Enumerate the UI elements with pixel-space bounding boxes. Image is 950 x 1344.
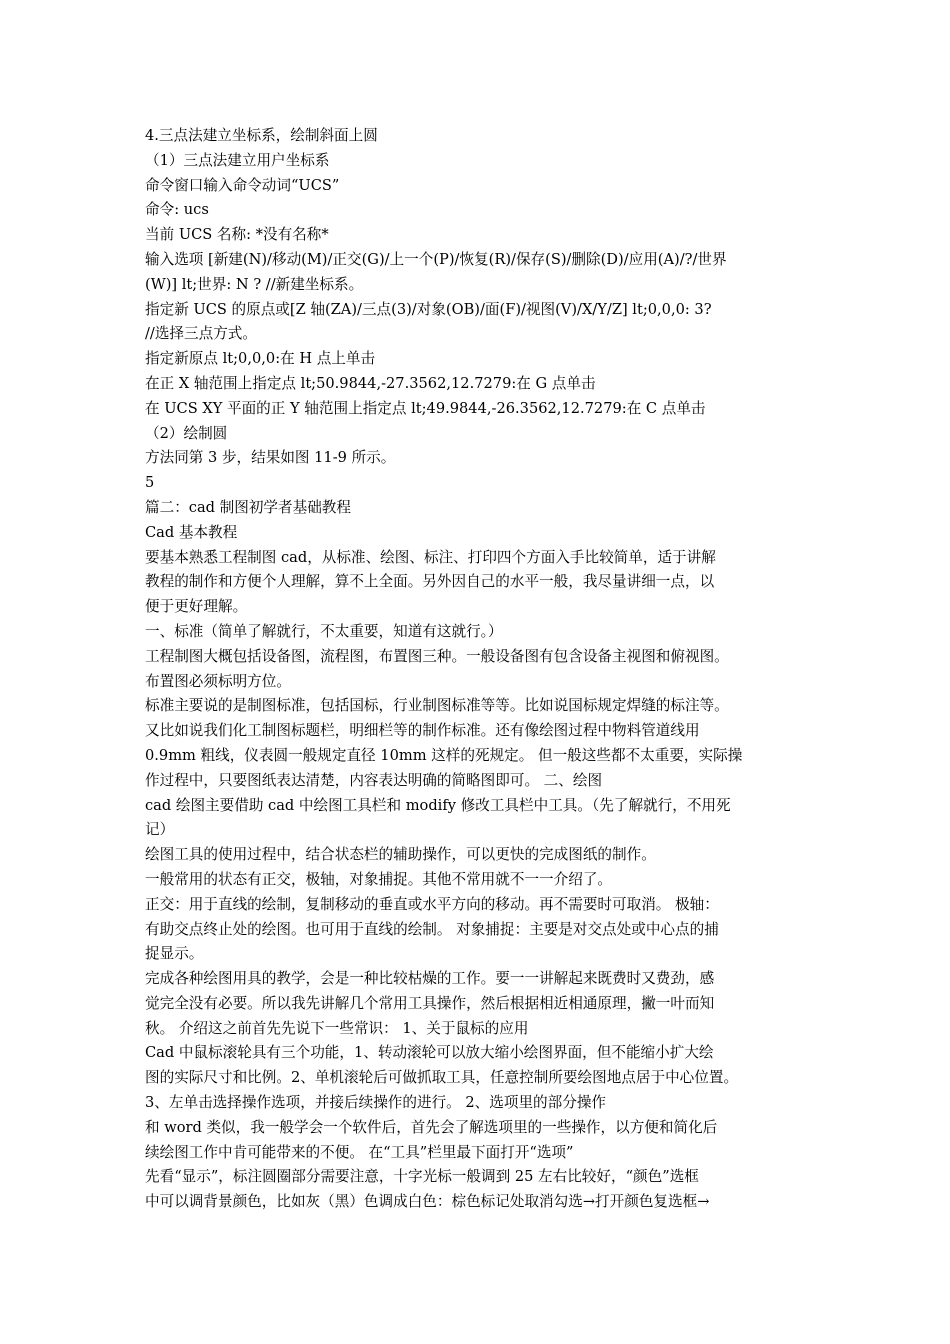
text-line: 方法同第 3 步，结果如图 11-9 所示。	[145, 449, 396, 467]
text-line: 秋。 介绍这之前首先先说下一些常识： 1、关于鼠标的应用	[145, 1019, 529, 1037]
text-line: cad 绘图主要借助 cad 中绘图工具栏和 modify 修改工具栏中工具。（先了解就行，不用死	[145, 796, 731, 814]
text-line: 命令窗口输入命令动词“UCS”	[145, 176, 340, 194]
text-line: 作过程中，只要图纸表达清楚，内容表达明确的简略图即可。 二、绘图	[145, 771, 603, 789]
text-line: 捉显示。	[145, 945, 204, 963]
text-line: 在正 X 轴范围上指定点 lt;50.9844,-27.3562,12.7279:在 G 点单击	[145, 374, 596, 392]
text-line: 正交：用于直线的绘制，复制移动的垂直或水平方向的移动。再不需要时可取消。 极轴：	[145, 895, 719, 913]
text-line: 在 UCS XY 平面的正 Y 轴范围上指定点 lt;49.9844,-26.3562,12.7279:在 C 点单击	[145, 399, 706, 417]
document-title: Cad 基本教程	[145, 523, 238, 541]
text-line: 标准主要说的是制图标准，包括国标，行业制图标准等等。比如说国标规定焊缝的标注等。	[145, 697, 729, 715]
text-line: 先看“显示”，标注圆圈部分需要注意，十字光标一般调到 25 左右比较好，“颜色”选框	[145, 1168, 699, 1186]
text-line: 便于更好理解。	[145, 598, 248, 616]
section-heading: 篇二：cad 制图初学者基础教程	[145, 498, 351, 516]
text-line: 中可以调背景颜色，比如灰（黑）色调成白色：棕色标记处取消勾选→打开颜色复选框→	[145, 1193, 710, 1211]
text-line: 绘图工具的使用过程中，结合状态栏的辅助操作，可以更快的完成图纸的制作。	[145, 846, 656, 864]
document-page	[145, 124, 817, 1215]
text-line: 又比如说我们化工制图标题栏，明细栏等的制作标准。还有像绘图过程中物料管道线用	[145, 722, 700, 740]
text-line: 工程制图大概包括设备图，流程图，布置图三种。一般设备图有包含设备主视图和俯视图。	[145, 647, 729, 665]
text-line: 和 word 类似，我一般学会一个软件后，首先会了解选项里的一些操作，以方便和简化后	[145, 1118, 718, 1136]
text-line: (W)] lt;世界: N ? //新建坐标系。	[145, 275, 364, 293]
text-line: 输入选项 [新建(N)/移动(M)/正交(G)/上一个(P)/恢复(R)/保存(S)/删除(D)/应用(A)/?/世界	[145, 250, 727, 268]
text-line: 3、左单击选择操作选项，并接后续操作的进行。 2、选项里的部分操作	[145, 1094, 607, 1112]
page-number: 5	[145, 474, 155, 492]
text-line: 有助交点终止处的绘图。也可用于直线的绘制。 对象捕捉：主要是对交点处或中心点的捕	[145, 920, 719, 938]
text-line: 命令: ucs	[145, 201, 209, 219]
text-line: 0.9mm 粗线，仪表圆一般规定直径 10mm 这样的死规定。 但一般这些都不太重要，实际操	[145, 746, 743, 764]
text-line: //选择三点方式。	[145, 325, 257, 343]
text-line: 教程的制作和方便个人理解，算不上全面。另外因自己的水平一般，我尽量讲细一点，以	[145, 573, 715, 591]
text-line: 要基本熟悉工程制图 cad，从标准、绘图、标注、打印四个方面入手比较简单，适于讲解	[145, 548, 716, 566]
text-line: 4.三点法建立坐标系，绘制斜面上圆	[145, 127, 378, 144]
text-line: 指定新 UCS 的原点或[Z 轴(ZA)/三点(3)/对象(OB)/面(F)/视图(V)/X/Y/Z] lt;0,0,0: 3?	[145, 300, 712, 318]
text-line: 当前 UCS 名称: *没有名称*	[145, 226, 329, 244]
text-line: 布置图必须标明方位。	[145, 672, 291, 690]
text-line: 指定新原点 lt;0,0,0:在 H 点上单击	[145, 350, 376, 368]
text-line: （1）三点法建立用户坐标系	[145, 151, 330, 169]
text-line: 完成各种绘图用具的教学，会是一种比较枯燥的工作。要一一讲解起来既费时又费劲，感	[145, 970, 715, 988]
text-line: 图的实际尺寸和比例。2、单机滚轮后可做抓取工具，任意控制所要绘图地点居于中心位置。	[145, 1069, 739, 1087]
text-line: 觉完全没有必要。所以我先讲解几个常用工具操作，然后根据相近相通原理，撇一叶而知	[145, 994, 715, 1012]
text-line: 续绘图工作中肯可能带来的不便。 在“工具”栏里最下面打开“选项”	[145, 1143, 574, 1161]
section-heading: 一、标准（简单了解就行，不太重要，知道有这就行。）	[145, 622, 503, 640]
text-line: （2）绘制圆	[145, 424, 228, 442]
text-line: 一般常用的状态有正交，极轴，对象捕捉。其他不常用就不一一介绍了。	[145, 870, 613, 888]
text-line: Cad 中鼠标滚轮具有三个功能，1、转动滚轮可以放大缩小绘图界面，但不能缩小扩大绘	[145, 1044, 714, 1062]
text-line: 记）	[145, 821, 175, 839]
